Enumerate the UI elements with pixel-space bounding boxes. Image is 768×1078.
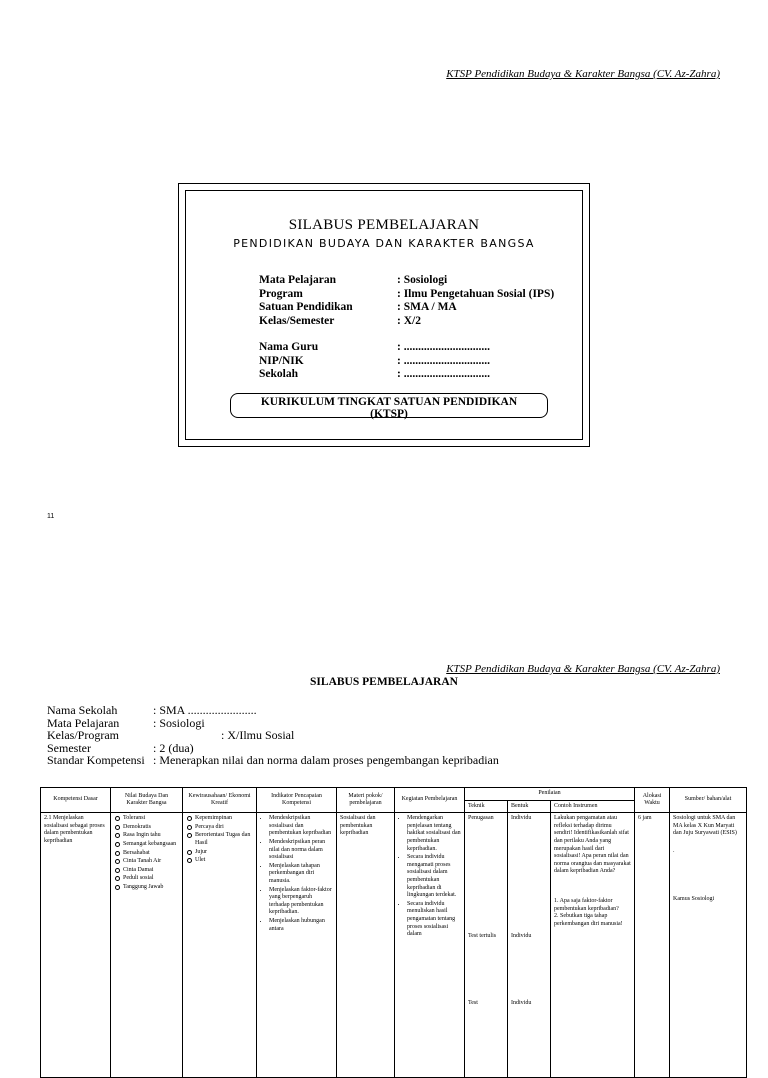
field-label: Program: [259, 287, 303, 300]
cover-field-row: [259, 274, 579, 288]
page-number: 11: [47, 513, 55, 520]
field-label: Sekolah: [259, 368, 298, 380]
running-header: KTSP Pendidikan Budaya & Karakter Bangsa (CV. Az-Zahra): [446, 663, 720, 675]
cover-field-row: [259, 368, 579, 382]
field-value: : Ilmu Pengetahuan Sosial (IPS): [397, 287, 555, 300]
list-item: • Secara individu mengamati proses sosialisasi dalam pembentukan kepribadian di lingkungan terdekat.: [407, 854, 461, 900]
bentuk-item: Individu: [511, 1000, 532, 1007]
list-item: Cinta Tanah Air: [123, 858, 179, 866]
col-header-teknik: Teknik: [465, 800, 508, 813]
col-header-kd: Kompetensi Dasar: [41, 788, 111, 813]
info-label: Mata Pelajaran: [47, 715, 120, 730]
teknik-item: Test: [468, 1000, 478, 1007]
cover-field-row: [259, 301, 579, 315]
cell-kegiatan: [395, 813, 465, 1078]
list-item: Kepemimpinan: [195, 815, 253, 823]
table-header-row: [41, 788, 747, 801]
col-header-materi: Materi pokok/ pembelajaran: [337, 788, 395, 813]
info-value: : X/Ilmu Sosial: [221, 728, 295, 742]
cell-contoh-instrumen: [551, 813, 635, 1078]
col-header-contoh: Contoh Instrumen: [551, 800, 635, 813]
info-label: Standar Kompetensi: [47, 753, 145, 767]
field-value: : X/2: [397, 314, 421, 327]
list-item: Toleransi: [123, 815, 179, 823]
list-item: Percaya diri: [195, 824, 253, 832]
col-header-kegiatan: Kegiatan Pembelajaran: [395, 788, 465, 813]
cell-kewirausahaan: [183, 813, 257, 1078]
list-item: Peduli sosial: [123, 875, 179, 883]
field-label: Nama Guru: [259, 341, 319, 353]
col-header-sumber: Sumber/ bahan/alat: [670, 788, 747, 813]
field-value: : SMA / MA: [397, 301, 457, 313]
list-item: • Menjelaskan tahapan perkembangan diri manusia.: [269, 863, 333, 886]
info-label: Nama Sekolah: [47, 703, 118, 717]
table-row: [41, 813, 747, 1078]
col-header-penilaian: Penilaian: [465, 788, 635, 801]
cell-teknik: [465, 813, 508, 1078]
cell-indikator: [257, 813, 337, 1078]
kegiatan-list: [398, 815, 461, 939]
kewirausahaan-list: [186, 815, 253, 865]
cover-title: SILABUS PEMBELAJARAN: [288, 217, 480, 233]
list-item: Rasa Ingin tahu: [123, 832, 179, 840]
col-header-kewirausahaan: Kewirausahaan/ Ekonomi Kreatif: [183, 788, 257, 813]
curriculum-abbrev: (KTSP): [370, 408, 408, 420]
list-item: Cinta Damai: [123, 867, 179, 875]
info-value: : Menerapkan nilai dan norma dalam proses pengembangan kepribadian: [153, 753, 499, 767]
cover-subject-info: [259, 274, 579, 328]
page-title: SILABUS PEMBELAJARAN: [310, 676, 458, 688]
sumber-item: Kamus Sosiologi: [673, 895, 715, 902]
sumber-dot: .: [673, 847, 675, 854]
cell-kd: 2.1 Menjelaskan sosialisasi sebagai proses dalam pembentukan kepribadian: [41, 813, 111, 1078]
list-item: • Mendengarkan penjelasan tentang hakikat sosialisasi dan pembentukan kepribadian.: [407, 815, 461, 853]
cover-field-row: [259, 315, 579, 329]
bentuk-item: Individu: [511, 815, 532, 822]
cell-materi: Sosialisasi dan pembentukan kepribadian: [337, 813, 395, 1078]
col-header-nilai: Nilai Budaya Dan Karakter Bangsa: [111, 788, 183, 813]
running-header: KTSP Pendidikan Budaya & Karakter Bangsa (CV. Az-Zahra): [446, 68, 720, 80]
teknik-item: Penugasan: [468, 815, 494, 822]
col-header-bentuk: Bentuk: [508, 800, 551, 813]
cover-inner-frame: [185, 190, 583, 440]
info-label: Semester: [47, 740, 91, 755]
indikator-list: [260, 815, 333, 933]
instrument-question: 1. Apa saja faktor-faktor pembentukan kepribadian?: [554, 897, 619, 912]
cover-field-row: [259, 341, 579, 355]
list-item: Semangat kebangsaan: [123, 841, 179, 849]
sumber-item: Sosiologi untuk SMA dan MA kelas X Kun Maryati dan Juju Suryawati (ESIS): [673, 815, 737, 837]
cover-subtitle: PENDIDIKAN BUDAYA DAN KARAKTER BANGSA: [233, 237, 535, 250]
col-header-indikator: Indikator Pencapaian Kompetensi: [257, 788, 337, 813]
field-label: NIP/NIK: [259, 354, 304, 367]
field-value: : ..............................: [397, 341, 490, 353]
cell-alokasi: 6 jam: [635, 813, 670, 1078]
cover-field-row: [259, 288, 579, 302]
list-item: • Secara individu menuliskan hasil pengamatan tentang proses sosialisasi dalam: [407, 901, 461, 939]
cell-sumber: [670, 813, 747, 1078]
curriculum-banner: [230, 393, 548, 418]
field-value: : ..............................: [397, 354, 490, 367]
syllabus-table: [40, 787, 747, 1078]
list-item: Demokratis: [123, 824, 179, 832]
instrument-intro: Lakukan pengamatan atau refleksi terhadap dirimu sendiri! Identifikasikanlah sifat dan perilaku Anda yang merupakan hasil dari sosialisasi! Apa peran nilai dan norma orangtua dan masyarakat dalam kepribadian Anda?: [554, 815, 631, 875]
info-value: : Sosiologi: [153, 715, 205, 730]
info-value: : SMA .......................: [153, 703, 257, 717]
list-item: • Menjelaskan faktor-faktor yang berpengaruh terhadap pembentukan kepribadian.: [269, 887, 333, 917]
list-item: • Mendeskripsikan peran nilai dan norma dalam sosialisasi: [269, 839, 333, 862]
list-item: Tanggung Jawab: [123, 884, 179, 892]
field-label: Kelas/Semester: [259, 314, 335, 327]
field-value: : Sosiologi: [397, 274, 448, 286]
list-item: Berorientasi Tugas dan Hasil: [195, 832, 253, 847]
list-item: Jujur: [195, 849, 253, 857]
cover-field-row: [259, 355, 579, 369]
list-item: • Menjelaskan hubungan antara: [269, 918, 333, 933]
info-label: Kelas/Program: [47, 728, 119, 742]
col-header-alokasi: Alokasi Waktu: [635, 788, 670, 813]
cell-bentuk: [508, 813, 551, 1078]
cell-nilai: [111, 813, 183, 1078]
instrument-question: 2. Sebutkan tiga tahap perkembangan diri manusia!: [554, 913, 623, 927]
field-label: Mata Pelajaran: [259, 274, 336, 286]
list-item: Bersahabat: [123, 850, 179, 858]
cover-frame: [178, 183, 590, 447]
field-value: : ..............................: [397, 368, 490, 380]
info-value: : 2 (dua): [153, 740, 194, 755]
list-item: Ulet: [195, 857, 253, 865]
field-label: Satuan Pendidikan: [259, 301, 353, 313]
cover-teacher-info: [259, 341, 579, 382]
list-item: • Mendeskripsikan sosialisasi dan pembentukan kepribadian: [269, 815, 333, 838]
teknik-item: Test tertulis: [468, 932, 497, 939]
bentuk-item: Individu: [511, 932, 532, 939]
nilai-list: [114, 815, 179, 891]
curriculum-line: KURIKULUM TINGKAT SATUAN PENDIDIKAN: [260, 396, 518, 408]
